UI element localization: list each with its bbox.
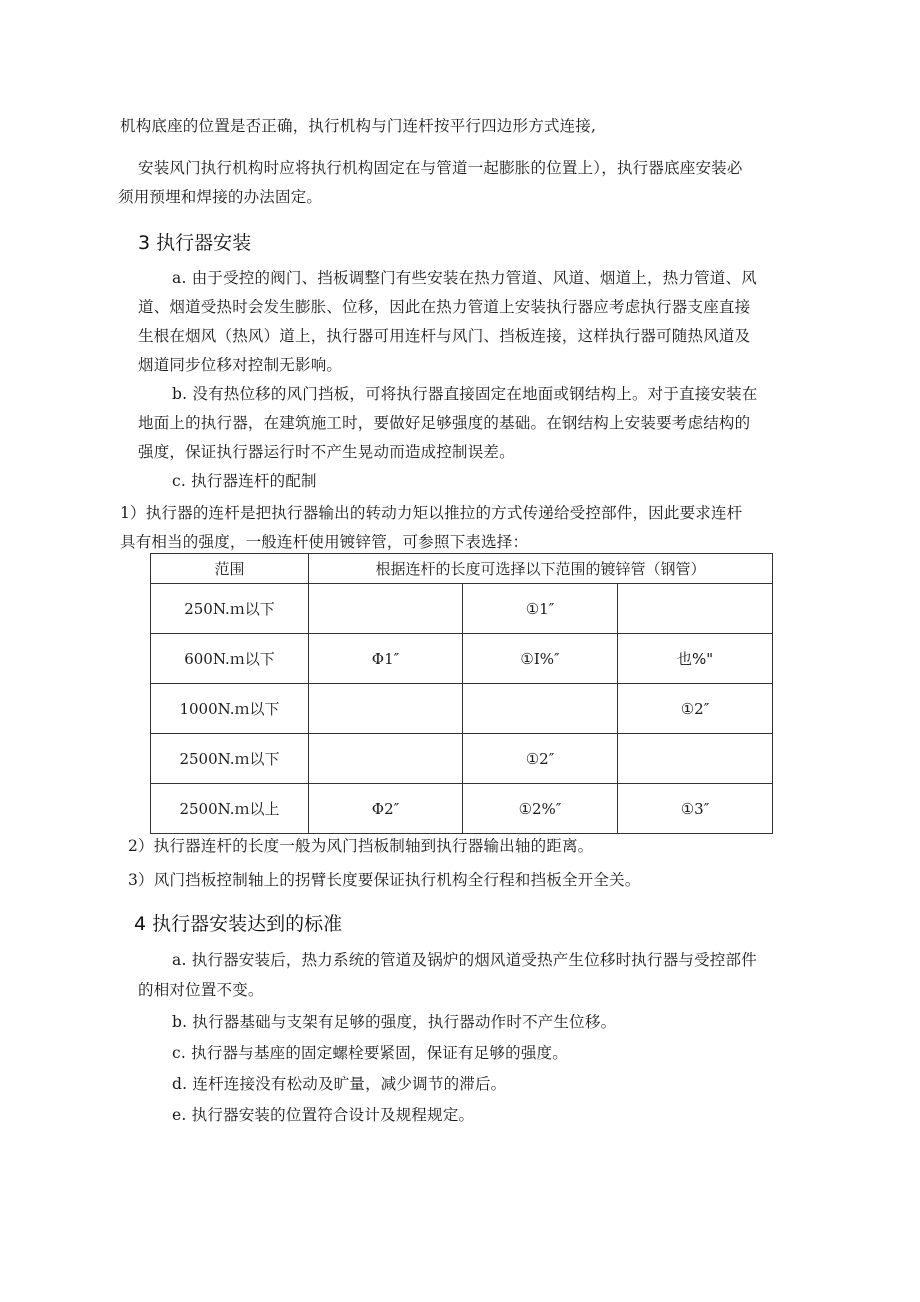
table-row — [151, 634, 773, 684]
paragraph-a-line: 烟道同步位移对控制无影响。 — [138, 356, 343, 374]
table-cell: ①2%″ — [463, 784, 618, 834]
text-line: 须用预埋和焊接的办法固定。 — [118, 188, 323, 206]
standard-d: d. 连杆连接没有松动及旷量，减少调节的滞后。 — [172, 1075, 507, 1093]
paragraph-c: c. 执行器连杆的配制 — [172, 472, 317, 490]
table-cell — [618, 734, 773, 784]
table-cell: 2500N.ｍ以上 — [151, 784, 309, 834]
standard-a-line: 的相对位置不变。 — [138, 981, 264, 999]
table-cell: ①3″ — [618, 784, 773, 834]
paragraph-a-line: 道、烟道受热时会发生膨胀、位移，因此在热力管道上安装执行器应考虑执行器支座直接 — [138, 298, 751, 316]
table-cell: 250N.ｍ以下 — [151, 584, 309, 634]
table-cell — [309, 734, 463, 784]
table-cell: 2500N.ｍ以下 — [151, 734, 309, 784]
text-line: 机构底座的位置是否正确，执行机构与门连杆按平行四边形方式连接, — [120, 117, 597, 135]
table-cell: ①2″ — [618, 684, 773, 734]
text-line: 安装风门执行机构时应将执行机构固定在与管道一起膨胀的位置上），执行器底座安装必 — [138, 159, 743, 177]
table-header-row — [151, 554, 773, 584]
paragraph-b-line: 强度，保证执行器运行时不产生晃动而造成控制误差。 — [138, 443, 515, 461]
table-cell: ①I%″ — [463, 634, 618, 684]
table-row — [151, 734, 773, 784]
paragraph-b-line: b. 没有热位移的风门挡板，可将执行器直接固定在地面或钢结构上。对于直接安装在 — [172, 385, 758, 403]
table-cell — [463, 684, 618, 734]
standard-a-line: a. 执行器安装后，热力系统的管道及锅炉的烟风道受热产生位移时执行器与受控部件 — [172, 951, 757, 969]
table-cell: Φ1″ — [309, 634, 463, 684]
table-cell: 1000N.ｍ以下 — [151, 684, 309, 734]
table-cell: 600N.ｍ以下 — [151, 634, 309, 684]
standard-e: e. 执行器安装的位置符合设计及规程规定。 — [172, 1106, 475, 1124]
table-cell — [309, 684, 463, 734]
pipe-spec-table — [150, 553, 773, 834]
table-row — [151, 784, 773, 834]
table-cell — [618, 584, 773, 634]
table-cell — [309, 584, 463, 634]
standard-b: b. 执行器基础与支架有足够的强度，执行器动作时不产生位移。 — [172, 1013, 617, 1031]
standard-c: c. 执行器与基座的固定螺栓要紧固，保证有足够的强度。 — [172, 1044, 568, 1062]
section-heading-4: 4 执行器安装达到的标准 — [134, 913, 343, 935]
table-row — [151, 584, 773, 634]
table-header-cell: 根据连杆的长度可选择以下范围的镀锌管（钢管） — [309, 554, 773, 584]
table-cell: ①1″ — [463, 584, 618, 634]
paragraph-a-line: a. 由于受控的阀门、挡板调整门有些安装在热力管道、风道、烟道上，热力管道、风 — [172, 269, 757, 287]
table-cell: Φ2″ — [309, 784, 463, 834]
paragraph-a-line: 生根在烟风（热风）道上，执行器可用连杆与风门、挡板连接，这样执行器可随热风道及 — [138, 327, 751, 345]
item-3: 3）风门挡板控制轴上的拐臂长度要保证执行机构全行程和挡板全开全关。 — [128, 871, 641, 889]
table-header-cell: 范围 — [151, 554, 309, 584]
item-1-line: 1）执行器的连杆是把执行器输出的转动力矩以推拉的方式传递给受控部件，因此要求连杆 — [120, 504, 743, 522]
table-cell: ①2″ — [463, 734, 618, 784]
section-heading-3: 3 执行器安装 — [138, 232, 252, 254]
item-2: 2）执行器连杆的长度一般为风门挡板制轴到执行器输出轴的距离。 — [128, 837, 594, 855]
paragraph-b-line: 地面上的执行器，在建筑施工时，要做好足够强度的基础。在钢结构上安装要考虑结构的 — [138, 414, 751, 432]
table-cell: 也%" — [618, 634, 773, 684]
item-1-line: 具有相当的强度，一般连杆使用镀锌管，可参照下表选择： — [120, 533, 529, 551]
table-row — [151, 684, 773, 734]
